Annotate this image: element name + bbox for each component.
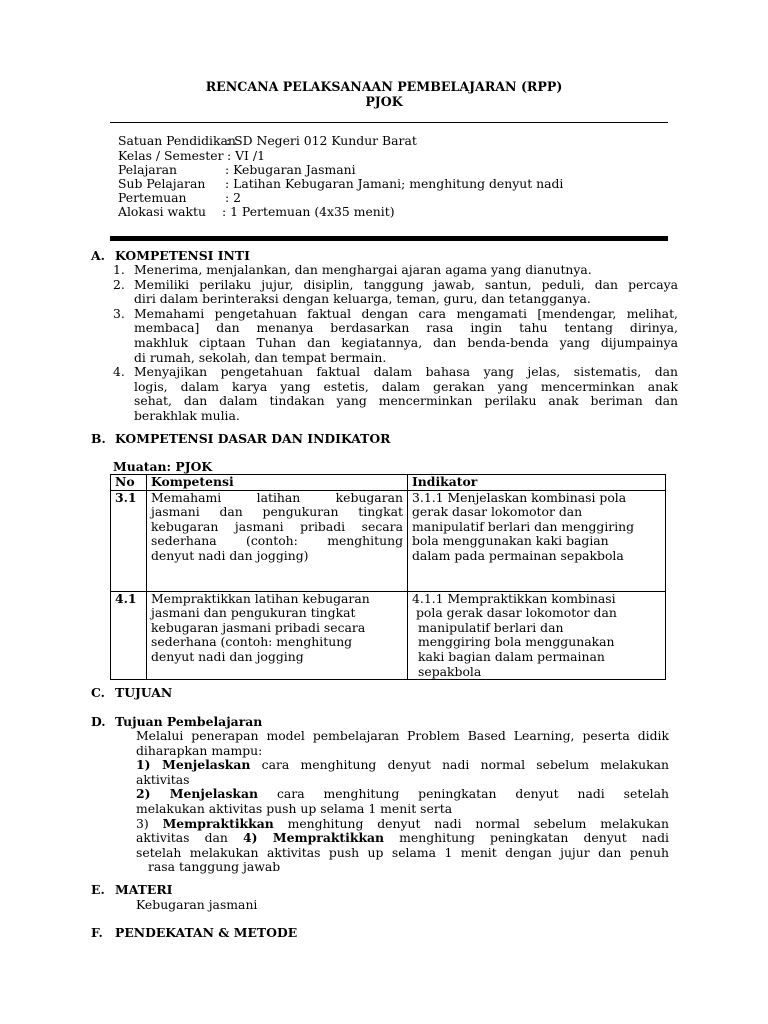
- cell-line: menggiring bola menggunakan: [418, 634, 615, 650]
- section-e-heading: [91, 883, 172, 898]
- table-cell-kompetensi: [147, 490, 408, 591]
- paragraph-line: setelah melakukan aktivitas push up selama 1 menit dengan jujur dan penuh: [136, 844, 669, 860]
- cell-line: sederhana (contoh: menghitung: [151, 634, 353, 650]
- identity-value: : SD Negeri 012 Kundur Barat: [226, 133, 417, 148]
- goal-3: [136, 817, 669, 832]
- list-line: berakhlak mulia.: [134, 407, 240, 423]
- list-item: [113, 263, 678, 278]
- table-header: Indikator: [408, 475, 666, 491]
- identity-value: : VI /1: [227, 148, 265, 163]
- cell-line: jasmani dan pengukuran tingkat: [151, 605, 356, 621]
- list-line: makhluk ciptaan Tuhan dan kegiatannya, dan benda-benda yang dijumpainya: [134, 334, 678, 350]
- table-header: Kompetensi: [147, 475, 408, 491]
- document-title: RENCANA PELAKSANAAN PEMBELAJARAN (RPP): [205, 79, 563, 94]
- goal-keyword: 4) Mempraktikkan: [242, 830, 385, 846]
- muatan-label: Muatan: PJOK: [113, 459, 213, 474]
- table-row: [111, 490, 666, 591]
- goal-text: aktivitas dan: [136, 830, 243, 846]
- section-title: Tujuan Pembelajaran: [115, 714, 263, 729]
- goal-text: menghitung peningkatan denyut nadi: [384, 830, 670, 846]
- section-title: KOMPETENSI INTI: [115, 248, 250, 263]
- cell-line: kaki bagian dalam permainan: [418, 648, 605, 664]
- table-header-row: [111, 475, 666, 491]
- cell-line: denyut nadi dan jogging): [151, 547, 309, 563]
- cell-line: gerak dasar lokomotor dan: [412, 504, 583, 520]
- list-line: logis, dalam karya yang estetis, dalam gerakan yang mencerminkan anak: [134, 378, 678, 394]
- section-title: TUJUAN: [115, 685, 173, 700]
- section-title: KOMPETENSI DASAR DAN INDIKATOR: [115, 431, 391, 446]
- identity-label: Alokasi waktu: [118, 204, 206, 219]
- goal-keyword: Mempraktikkan: [162, 815, 274, 831]
- cell-line: Memahami latihan kebugaran: [151, 489, 403, 505]
- identity-label: Pelajaran: [118, 162, 177, 177]
- goal-text: cara menghitung peningkatan denyut nadi setelah: [258, 786, 669, 802]
- materi-body: Kebugaran jasmani: [136, 897, 258, 912]
- identity-label: Kelas / Semester: [118, 148, 224, 163]
- section-c-heading: [91, 686, 172, 701]
- paragraph-line: rasa tanggung jawab: [148, 859, 281, 875]
- identity-label: Sub Pelajaran: [118, 176, 206, 191]
- section-letter: A.: [91, 248, 105, 263]
- identity-rule: [110, 236, 668, 241]
- section-letter: C.: [91, 685, 105, 700]
- section-letter: E.: [91, 882, 105, 897]
- list-number: 3.: [113, 305, 125, 321]
- cell-line: dalam pada permainan sepakbola: [412, 547, 624, 563]
- identity-label: Satuan Pendidikan: [118, 133, 236, 148]
- goal-keyword: 2) Menjelaskan: [136, 786, 259, 802]
- identity-value: : Kebugaran Jasmani: [225, 162, 356, 177]
- goal-text: cara menghitung denyut nadi normal sebelum melakukan: [250, 757, 669, 773]
- cell-line: sepakbola: [418, 663, 482, 679]
- list-line: membaca] dan menanya berdasarkan rasa ingin tahu tentang dirinya,: [134, 320, 678, 336]
- list-line: di rumah, sekolah, dan tempat bermain.: [134, 349, 387, 365]
- identity-value: : 2: [225, 190, 241, 205]
- table-header: No: [111, 475, 147, 491]
- goal-1: [136, 758, 669, 773]
- table-row: [111, 591, 666, 680]
- list-line: sehat, dan dalam tindakan yang mencerminkan perilaku anak beriman dan: [134, 393, 678, 409]
- cell-line: 3.1.1 Menjelaskan kombinasi pola: [412, 489, 627, 505]
- cell-line: 4.1.1 Mempraktikkan kombinasi: [412, 590, 616, 606]
- cell-line: bola menggunakan kaki bagian: [412, 533, 609, 549]
- list-item: [113, 365, 678, 423]
- section-title: MATERI: [115, 882, 173, 897]
- list-line: Menyajikan pengetahuan faktual dalam bahasa yang jelas, sistematis, dan: [134, 364, 678, 380]
- list-item: [113, 307, 678, 365]
- section-b-heading: [91, 432, 390, 447]
- cell-line: manipulatif berlari dan menggiring: [412, 518, 635, 534]
- cell-line: kebugaran jasmani pribadi secara: [151, 619, 366, 635]
- goal-number: 3): [136, 815, 163, 831]
- list-line: diri dalam berinteraksi dengan keluarga, teman, guru, dan tetangganya.: [134, 291, 591, 307]
- list-number: 2.: [113, 276, 125, 292]
- identity-value: : 1 Pertemuan (4x35 menit): [222, 204, 395, 219]
- list-line: Menerima, menjalankan, dan menghargai ajaran agama yang dianutnya.: [134, 262, 592, 277]
- cell-line: pola gerak dasar lokomotor dan: [416, 605, 617, 621]
- kompetensi-inti-list: [113, 263, 678, 424]
- table-cell-kompetensi: [147, 591, 408, 680]
- kd-indikator-table: [110, 474, 666, 680]
- paragraph-line: diharapkan mampu:: [136, 742, 263, 758]
- section-letter: D.: [91, 714, 106, 729]
- cell-line: Mempraktikkan latihan kebugaran: [151, 590, 370, 606]
- paragraph-line: Melalui penerapan model pembelajaran Problem Based Learning, peserta didik: [136, 728, 669, 743]
- section-letter: B.: [91, 431, 106, 446]
- cell-line: manipulatif berlari dan: [418, 619, 564, 635]
- table-cell-indikator: [408, 490, 666, 591]
- identity-value: : Latihan Kebugaran Jamani; menghitung denyut nadi: [225, 176, 564, 191]
- tujuan-pembelajaran-body: [136, 729, 669, 875]
- header-rule: [110, 122, 668, 123]
- identity-label: Pertemuan: [118, 190, 187, 205]
- cell-line: kebugaran jasmani pribadi secara: [151, 518, 403, 534]
- list-line: Memiliki perilaku jujur, disiplin, tanggung jawab, santun, peduli, dan percaya: [134, 276, 678, 292]
- section-f-heading: [91, 926, 297, 941]
- list-item: [113, 278, 678, 307]
- list-number: 4.: [113, 364, 125, 380]
- paragraph-line: aktivitas: [136, 771, 190, 787]
- table-cell-no: 3.1: [111, 490, 147, 591]
- goal-text: menghitung denyut nadi normal sebelum melakukan: [273, 815, 670, 831]
- document-subtitle: PJOK: [365, 94, 403, 109]
- list-line: Memahami pengetahuan faktual dengan cara mengamati [mendengar, melihat,: [134, 305, 678, 321]
- goal-2: [136, 787, 669, 802]
- cell-line: jasmani dan pengukuran tingkat: [151, 504, 403, 520]
- goal-keyword: 1) Menjelaskan: [136, 757, 251, 773]
- list-number: 1.: [113, 262, 125, 277]
- cell-line: denyut nadi dan jogging: [151, 648, 304, 664]
- section-letter: F.: [91, 925, 103, 940]
- section-title: PENDEKATAN & METODE: [115, 925, 298, 940]
- paragraph-line: melakukan aktivitas push up selama 1 menit serta: [136, 800, 453, 816]
- cell-line: sederhana (contoh: menghitung: [151, 533, 403, 549]
- goal-4: [136, 831, 669, 846]
- table-cell-no: 4.1: [111, 591, 147, 680]
- table-cell-indikator: [408, 591, 666, 680]
